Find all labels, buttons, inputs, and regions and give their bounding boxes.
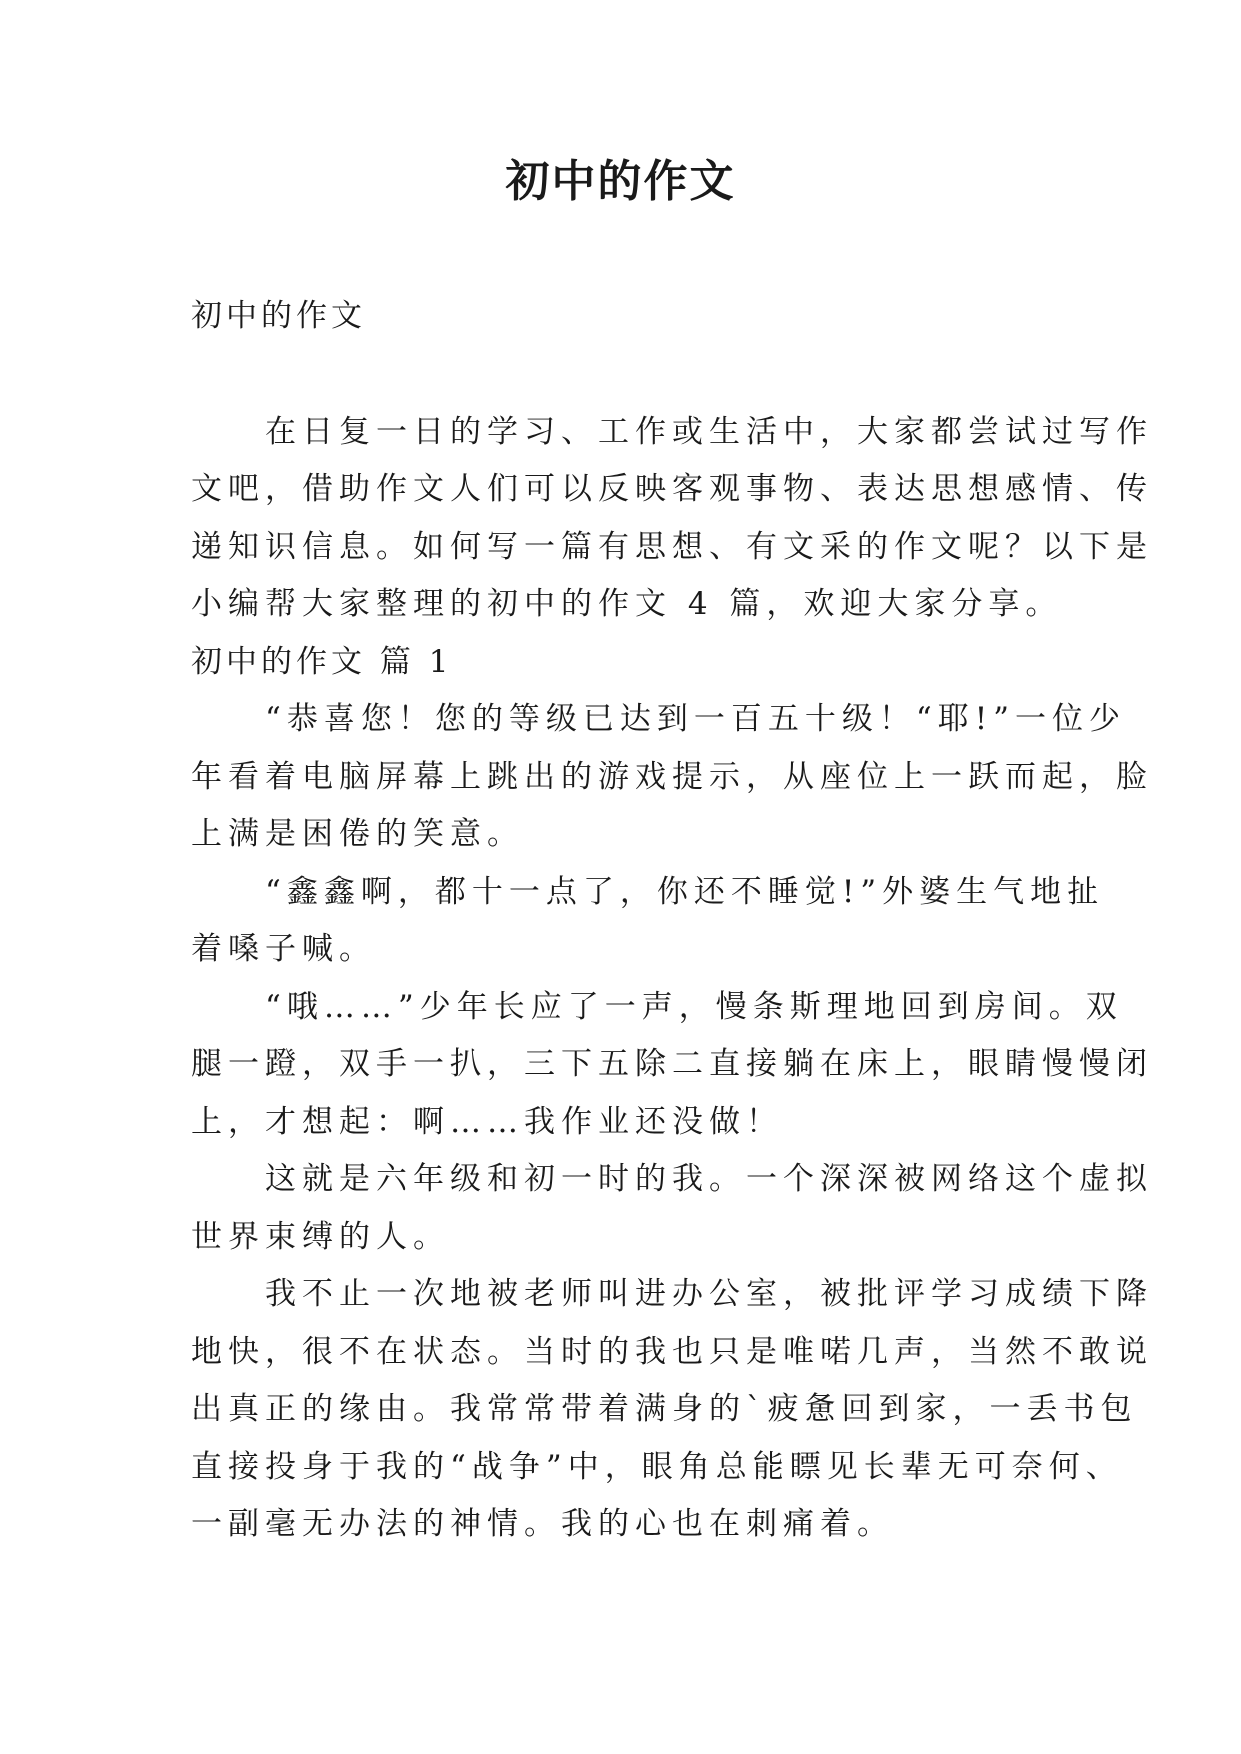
section-line: “恭喜您！您的等级已达到一百五十级！“耶!”一位少 [191,701,1126,737]
section-line: 一副毫无办法的神情。我的心也在刺痛着。 [191,1506,894,1542]
section-line: 上满是困倦的笑意。 [191,816,524,852]
section-line: 出真正的缘由。我常常带着满身的`疲惫回到家，一丢书包 [191,1391,1138,1427]
intro-line: 文吧，借助作文人们可以反映客观事物、表达思想感情、传 [191,471,1153,507]
section-line: 地快，很不在状态。当时的我也只是唯喏几声，当然不敢说 [191,1333,1153,1370]
paragraph-gap [191,346,1057,404]
section-line: “鑫鑫啊，都十一点了，你还不睡觉!”外婆生气地扯 [191,873,1105,910]
section-heading: 初中的作文 篇 1 [191,643,453,680]
section-line: 上，才想起：啊……我作业还没做！ [191,1103,783,1140]
document-body [191,288,1153,1554]
section-line: 我不止一次地被老师叫进办公室，被批评学习成绩下降 [191,1276,1153,1312]
section-line: 世界束缚的人。 [191,1218,450,1255]
intro-line: 递知识信息。如何写一篇有思想、有文采的作文呢？以下是 [191,528,1153,565]
section-line: 腿一蹬，双手一扒，三下五除二直接躺在床上，眼睛慢慢闭 [191,1046,1153,1082]
section-line: “哦……”少年长应了一声，慢条斯理地回到房间。双 [191,988,1123,1025]
intro-line: 小编帮大家整理的初中的作文 4 篇，欢迎大家分享。 [191,586,1063,622]
section-line: 着嗓子喊。 [191,931,376,967]
section-line: 年看着电脑屏幕上跳出的游戏提示，从座位上一跃而起，脸 [191,758,1153,795]
document-subtitle: 初中的作文 [191,298,366,334]
section-line: 直接投身于我的“战争”中，眼角总能瞟见长辈无可奈何、 [191,1448,1123,1485]
intro-line: 在日复一日的学习、工作或生活中，大家都尝试过写作 [191,413,1153,450]
document-title: 初中的作文 [505,156,736,207]
section-line: 这就是六年级和初一时的我。一个深深被网络这个虚拟 [191,1161,1153,1197]
